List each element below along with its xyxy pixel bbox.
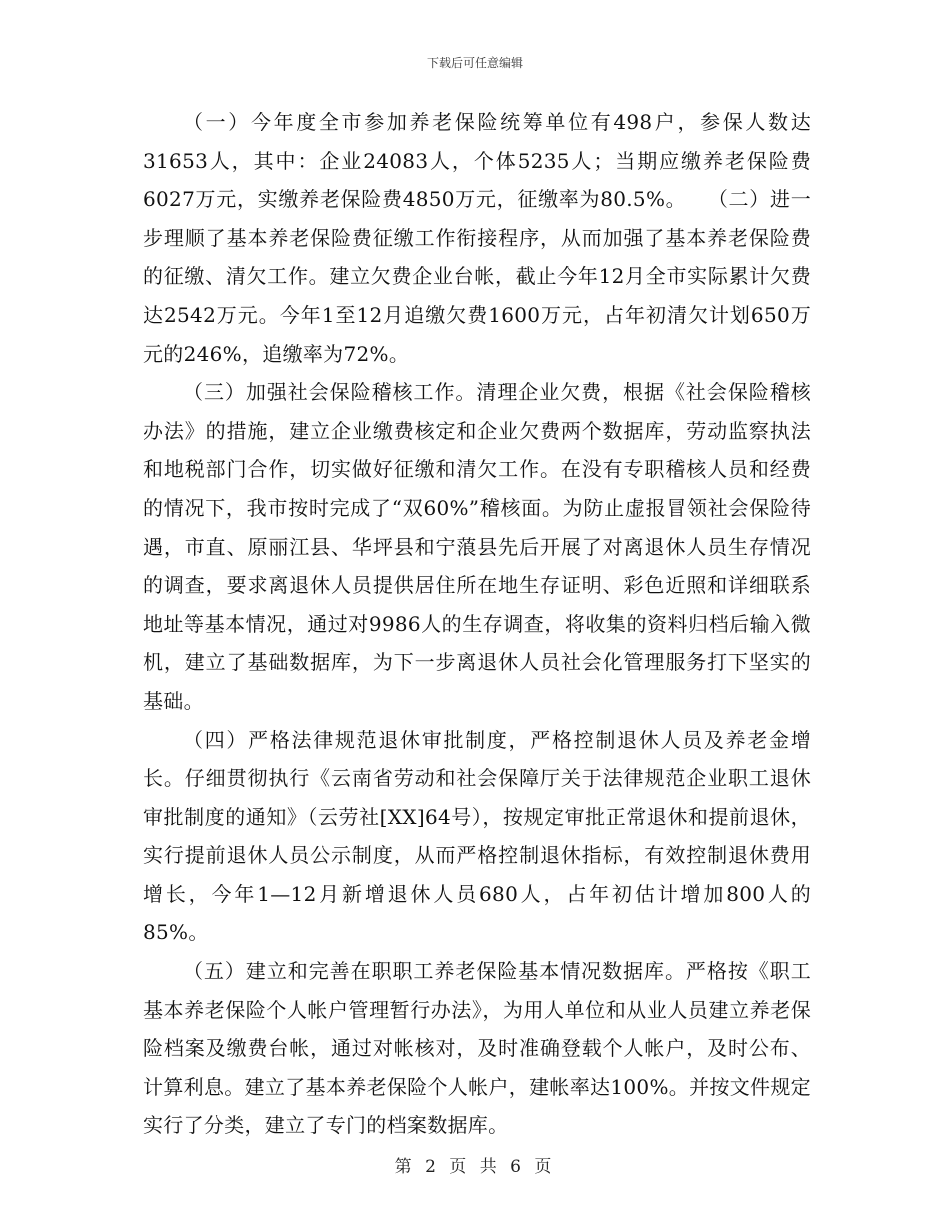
paragraph-4: （五）建立和完善在职职工养老保险基本情况数据库。严格按《职工基本养老保险个人帐户管理暂行办法》，为用人单位和从业人员建立养老保险档案及缴费台帐，通过对帐核对，及时准确登载个人帐户，及时公布、计算利息。建立了基本养老保险个人帐户，建帐率达100%。并按文件规定实行了分类，建立了专门的档案数据库。 bbox=[143, 959, 811, 1138]
page-number-footer: 第 2 页 共 6 页 bbox=[394, 1157, 556, 1177]
paragraph-3: （四）严格法律规范退休审批制度，严格控制退休人员及养老金增长。仔细贯彻执行《云南省劳动和社会保障厅关于法律规范企业职工退休审批制度的通知》（云劳社[XX]64号），按规定审批正常退休和提前退休，实行提前退休人员公示制度，从而严格控制退休指标，有效控制退休费用增长，今年1—12月新增退休人员680人，占年初估计增加800人的85%。 bbox=[143, 727, 811, 945]
paragraph-1: （一）今年度全市参加养老保险统筹单位有498户，参保人数达31653人，其中：企业24083人，个体5235人；当期应缴养老保险费6027万元，实缴养老保险费4850万元，征缴率为80.5%。 （二）进一步理顺了基本养老保险费征缴工作衔接程序，从而加强了基本养老保险费的征缴、清欠工作。建立欠费企业台帐，截止今年12月全市实际累计欠费达2542万元。今年1至12月追缴欠费1600万元，占年初清欠计划650万元的246%，追缴率为72%。 bbox=[143, 110, 811, 366]
document-body bbox=[143, 103, 811, 1145]
paragraph-2: （三）加强社会保险稽核工作。清理企业欠费，根据《社会保险稽核办法》的措施，建立企业缴费核定和企业欠费两个数据库，劳动监察执法和地税部门合作，切实做好征缴和清欠工作。在没有专职稽核人员和经费的情况下，我市按时完成了“双60%”稽核面。为防止虚报冒领社会保险待遇，市直、原丽江县、华坪县和宁蒗县先后开展了对离退休人员生存情况的调查，要求离退休人员提供居住所在地生存证明、彩色近照和详细联系地址等基本情况，通过对9986人的生存调查，将收集的资料归档后输入微机，建立了基础数据库，为下一步离退休人员社会化管理服务打下坚实的基础。 bbox=[143, 380, 811, 713]
page-header: 下载后可任意编辑 bbox=[426, 56, 523, 70]
